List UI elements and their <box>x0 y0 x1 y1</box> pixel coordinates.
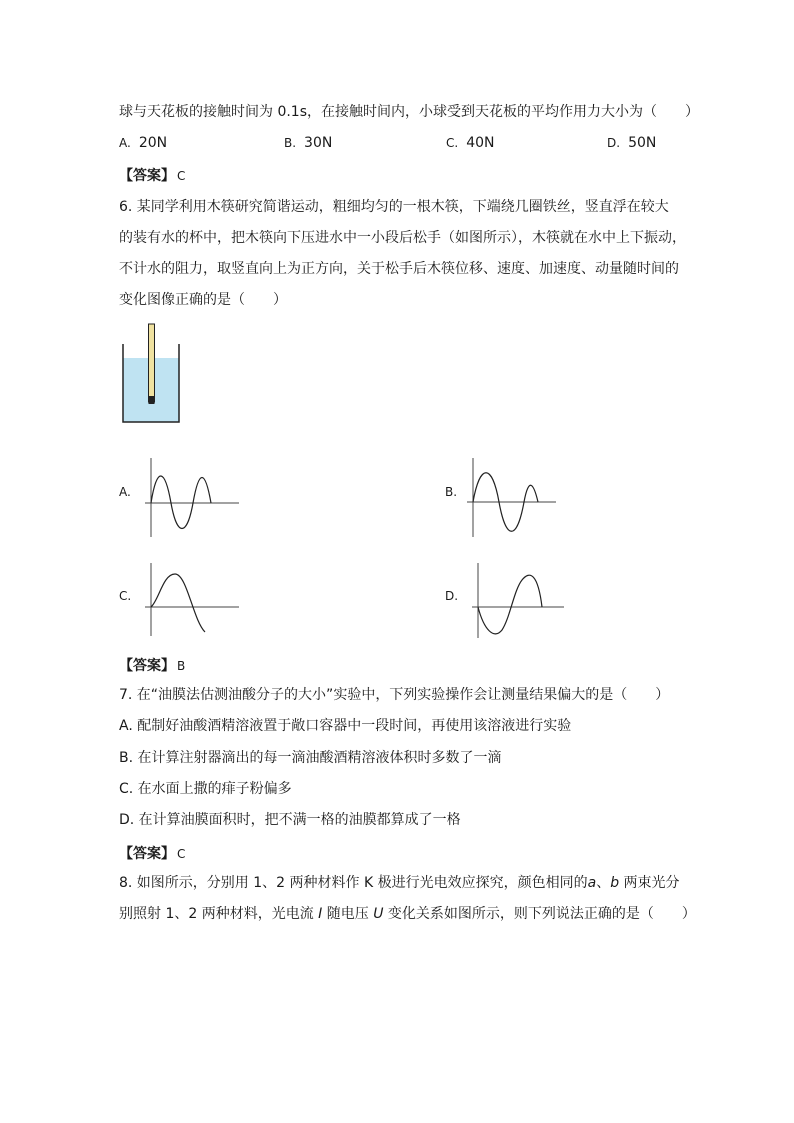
q8-stem-line-2 <box>119 905 696 923</box>
graph-label-d: D. <box>445 589 459 603</box>
q8-var-i: I <box>318 906 323 922</box>
option-text: 50N <box>628 135 657 151</box>
q5-answer <box>119 165 185 185</box>
answer-label: 【答案】 <box>119 168 175 184</box>
q7-option-d: D. 在计算油膜面积时，把不满一格的油膜都算成了一格 <box>119 812 461 828</box>
option-text: 20N <box>138 135 168 151</box>
graph-label-b: B. <box>445 485 458 499</box>
q8-text: 两束光分 <box>619 875 680 891</box>
q8-text: 别照射 1、2 两种材料，光电流 <box>119 906 319 922</box>
iron-wire <box>149 396 155 404</box>
q8-text: 随电压 <box>322 906 374 922</box>
q5-option-c <box>446 134 495 152</box>
q7-option-c: C. 在水面上撒的痱子粉偏多 <box>119 781 292 797</box>
graph-label-c: C. <box>119 589 132 603</box>
q7-stem: 7. 在“油膜法估测油酸分子的大小”实验中，下列实验操作会让测量结果偏大的是（ ） <box>119 687 670 703</box>
curve <box>151 476 211 529</box>
q7-option-b: B. 在计算注射器滴出的每一滴油酸酒精溶液体积时多数了一滴 <box>119 750 502 766</box>
graph-d <box>466 560 571 642</box>
q5-stem-line: 球与天花板的接触时间为 0.1s，在接触时间内，小球受到天花板的平均作用力大小为（ ） <box>119 104 700 120</box>
answer-value: C <box>177 847 186 861</box>
q8-sep: 、 <box>596 875 611 891</box>
q7-answer <box>119 843 185 863</box>
graph-label-a: A. <box>119 485 131 499</box>
q8-var-b: b <box>610 875 620 891</box>
q7-option-a: A. 配制好油酸酒精溶液置于敞口容器中一段时间，再使用该溶液进行实验 <box>119 718 572 734</box>
q5-option-b <box>284 134 332 152</box>
graph-a <box>143 455 243 540</box>
option-text: 30N <box>304 135 333 151</box>
curve <box>151 574 205 632</box>
option-letter: D. <box>607 136 621 150</box>
q8-text: 变化关系如图所示，则下列说法正确的是（ ） <box>383 906 696 922</box>
q5-option-a <box>119 134 167 152</box>
option-letter: C. <box>446 136 459 150</box>
q5-option-d <box>607 134 656 152</box>
option-letter: B. <box>284 136 297 150</box>
chopstick <box>149 324 155 402</box>
cup-chopstick-figure <box>121 322 183 424</box>
q6-answer <box>119 655 185 675</box>
answer-value: B <box>177 659 186 673</box>
q8-stem-line-1 <box>119 874 680 892</box>
q6-stem-line-2: 的装有水的杯中，把木筷向下压进水中一小段后松手（如图所示），木筷就在水中上下振动， <box>119 230 686 246</box>
q8-text: 8. 如图所示，分别用 1、2 两种材料作 K 极进行光电效应探究，颜色相同的 <box>119 875 588 891</box>
q8-var-a: a <box>587 875 597 891</box>
answer-label: 【答案】 <box>119 658 175 674</box>
graph-b <box>462 455 562 540</box>
answer-value: C <box>177 169 186 183</box>
q6-stem-line-1: 6. 某同学利用木筷研究简谐运动，粗细均匀的一根木筷，下端绕几圈铁丝，竖直浮在较大 <box>119 199 669 215</box>
option-letter: A. <box>119 136 131 150</box>
curve <box>478 575 542 634</box>
q6-stem-line-3: 不计水的阻力，取竖直向上为正方向，关于松手后木筷位移、速度、加速度、动量随时间的 <box>119 261 679 277</box>
q6-stem-line-4: 变化图像正确的是（ ） <box>119 292 287 308</box>
answer-label: 【答案】 <box>119 846 175 862</box>
q8-var-u: U <box>373 906 384 922</box>
option-text: 40N <box>466 135 495 151</box>
graph-c <box>143 560 243 640</box>
